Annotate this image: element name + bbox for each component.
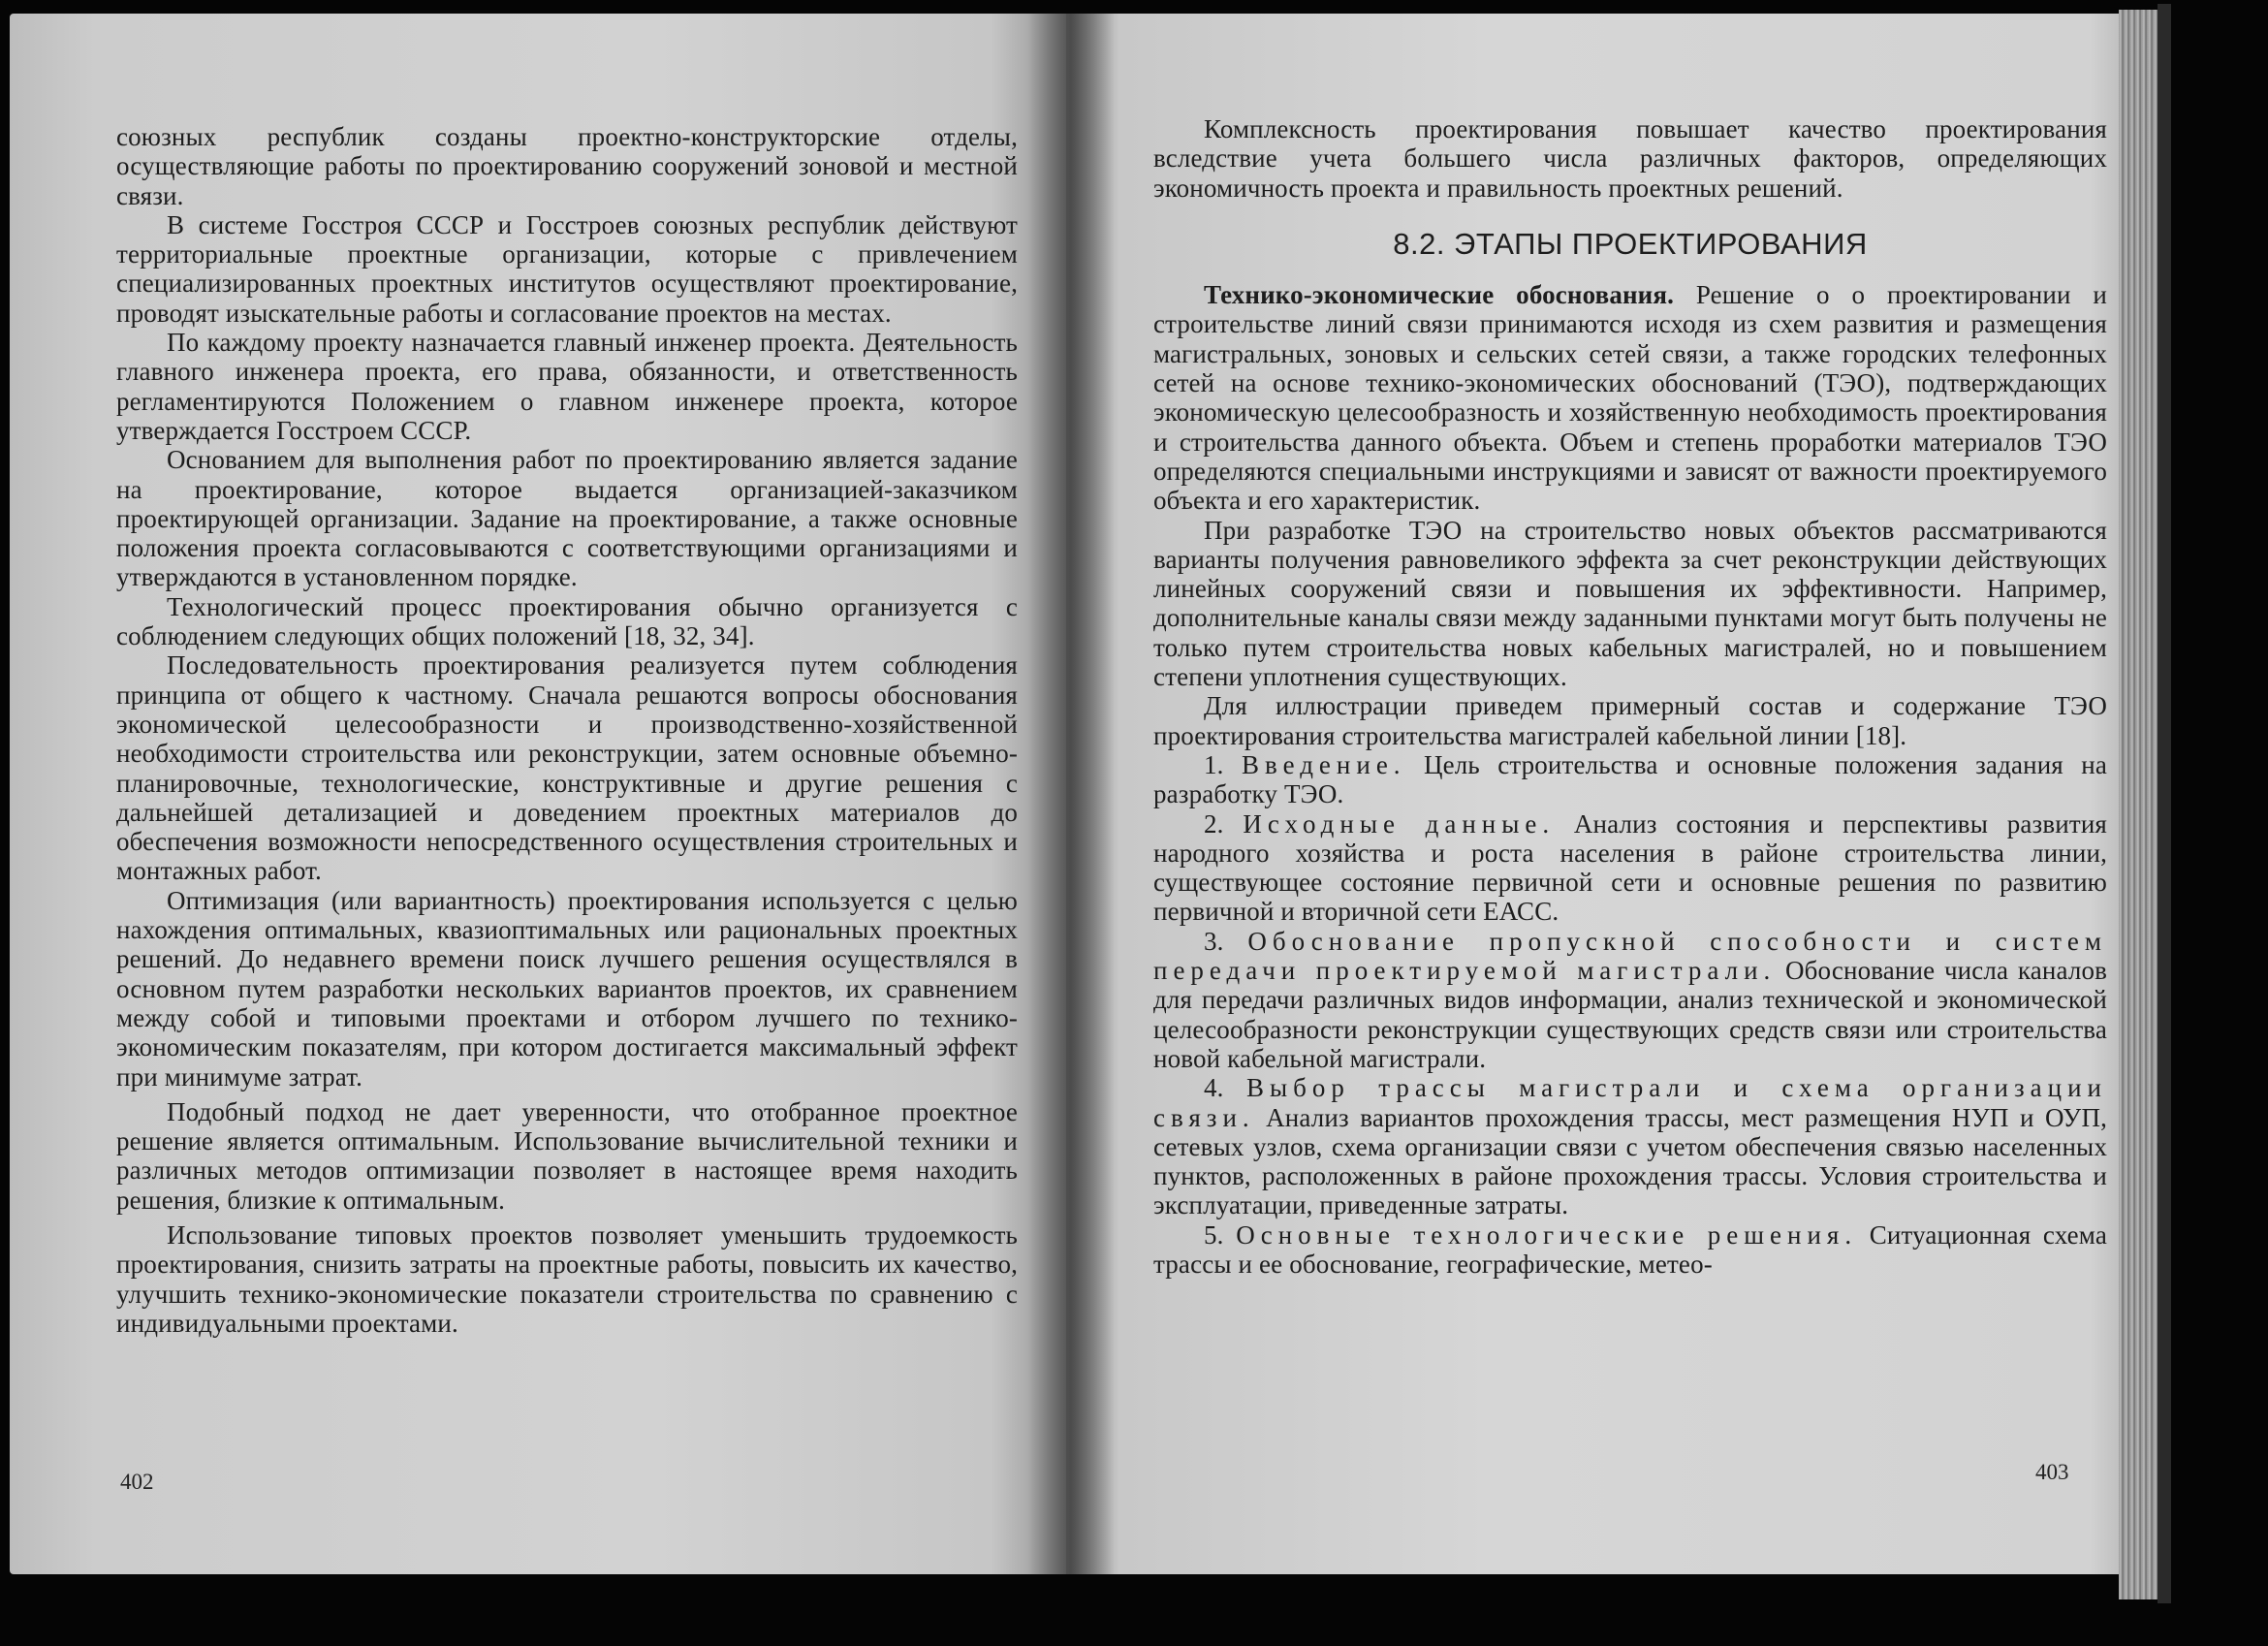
page-number: 402 [120,1470,154,1494]
list-item-title: Обоснование пропускной способности и систем передачи проектируемой магистрали. [1153,926,2107,986]
section-heading: 8.2. ЭТАПЫ ПРОЕКТИРОВАНИЯ [1393,226,1868,261]
left-page [10,14,1076,1574]
paragraph: Для иллюстрации приведем примерный состав и содержание ТЭО проектирования строительства магистралей кабельной линии [18]. [1153,691,2107,750]
paragraph-body: Решение о о проектировании и строительстве линий связи принимаются исходя из схем развития и размещения магистральных, зоновых и сельских сетей связи, а также городских телефонных сетей на основе технико-экономических обоснований (ТЭО), подтверждающих экономическую целесообразность и хозяйственную необходимость проектирования и строительства данного объекта. Объем и степень проработки материалов ТЭО определяются специальными инструкциями и зависят от важности проектируемого объекта и его характеристик. [1153,280,2107,516]
paragraph: Последовательность проектирования реализуется путем соблюдения принципа от общего к частному. Сначала решаются вопросы обоснования экономической целесообразности и производственно-хозяйственной необходимости строительства или реконструкции, затем основные объемно-планировочные, технологические, конструктивные и другие решения с дальнейшей детализацией и доведением проектных материалов до обеспечения возможности непосредственного осуществления строительных и монтажных работ. [116,650,1018,886]
list-item-text: Ситуационная схема трассы и ее обоснование, географические, метео- [1153,1219,2107,1279]
list-item-number: 1. [1204,749,1224,779]
paragraph: При разработке ТЭО на строительство новых объектов рассматриваются варианты получения равновеликого эффекта за счет реконструкции действующих линейных сооружений связи и повышения их эффективности. Например, дополнительные каналы связи между заданными пунктами могут быть получены не только путем строительства новых кабельных магистралей, но и повышением степени уплотнения существующих. [1153,515,2107,692]
list-item [1153,809,2107,927]
paragraph: Использование типовых проектов позволяет уменьшить трудоемкость проектирования, снизить затраты на проектные работы, повысить их качество, улучшить технико-экономические показатели строительства по сравнению с индивидуальными проектами. [116,1219,1018,1338]
paragraph: Комплексность проектирования повышает качество проектирования вследствие учета большего числа различных факторов, определяющих экономичность проекта и правильность проектных решений. [1153,114,2107,203]
list-item-number: 4. [1204,1073,1224,1103]
list-item-text: Обоснование числа каналов для передачи различных видов информации, анализ технической и экономической целесообразности реконструкции существующих средств связи или строительства новой кабельной магистрали. [1153,956,2107,1073]
left-page-text [116,122,1018,1338]
list-item-title: Введение. [1241,749,1406,779]
list-item [1153,1073,2107,1219]
page-number: 403 [2035,1460,2069,1484]
paragraph: В системе Госстроя СССР и Госстроев союзных республик действуют территориальные проектные организации, которые с привлечением специализированных проектных институтов осуществляют проектирование, проводят изыскательные работы и согласование проектов на местах. [116,209,1018,328]
paragraph: Технологический процесс проектирования обычно организуется с соблюдением следующих общих положений [18, 32, 34]. [116,591,1018,651]
paragraph: союзных республик созданы проектно-конструкторские отделы, осуществляющие работы по проектированию сооружений зоновой и местной связи. [116,122,1018,210]
list-item-title: Основные технологические решения. [1236,1219,1858,1250]
list-item [1153,750,2107,809]
book-cover-edge [2158,4,2171,1603]
paragraph: Основанием для выполнения работ по проектированию является задание на проектирование, которое выдается организацией-заказчиком проектирующей организации. Задание на проектирование, а также основные положения проекта согласовываются с соответствующими организациями и утверждаются в установленном порядке. [116,445,1018,592]
list-item-text: Цель строительства и основные положения задания на разработку ТЭО. [1153,749,2107,809]
list-item-number: 2. [1204,808,1224,839]
list-item-text: Анализ вариантов прохождения трассы, мест размещения НУП и ОУП, сетевых узлов, схема организации связи с учетом обеспечения связью населенных пунктов, расположенных в районе прохождения трассы. Условия строительства и эксплуатации, приведенные затраты. [1153,1102,2107,1220]
paragraph [1153,280,2107,515]
list-item-title: Исходные данные. [1243,808,1556,839]
paragraph: По каждому проекту назначается главный инженер проекта. Деятельность главного инженера проекта, его права, обязанности, и ответственность регламентируются Положением о главном инженере проекта, которое утверждается Госстроем СССР. [116,328,1018,445]
list-item-text: Анализ состояния и перспективы развития народного хозяйства и роста населения в районе строительства линии, существующее состояние первичной сети и основные решения по развитию первичной и вторичной сети ЕАСС. [1153,808,2107,927]
list-item-number: 3. [1204,926,1224,956]
right-page [1066,14,2132,1574]
paragraph: Подобный подход не дает уверенности, что отобранное проектное решение является оптимальным. Использование вычислительной техники и различных методов оптимизации позволяет в настоящее время находить решения, близкие к оптимальным. [116,1096,1018,1215]
list-item-number: 5. [1204,1219,1224,1250]
list-item [1153,927,2107,1073]
list-item [1153,1220,2107,1280]
right-page-text [1153,114,2107,1279]
paragraph-lead: Технико-экономические обоснования. [1204,280,1675,310]
list-item-title: Выбор трассы магистрали и схема организации связи. [1153,1073,2107,1132]
paragraph: Оптимизация (или вариантность) проектирования используется с целью нахождения оптимальных, квазиоптимальных или рациональных проектных решений. До недавнего времени поиск лучшего решения осуществлялся в основном путем разработки нескольких вариантов проектов, их сравнением между собой и типовыми проектами и отбором лучшего по технико-экономическим показателям, при котором достигается максимальный эффект при минимуме затрат. [116,885,1018,1092]
